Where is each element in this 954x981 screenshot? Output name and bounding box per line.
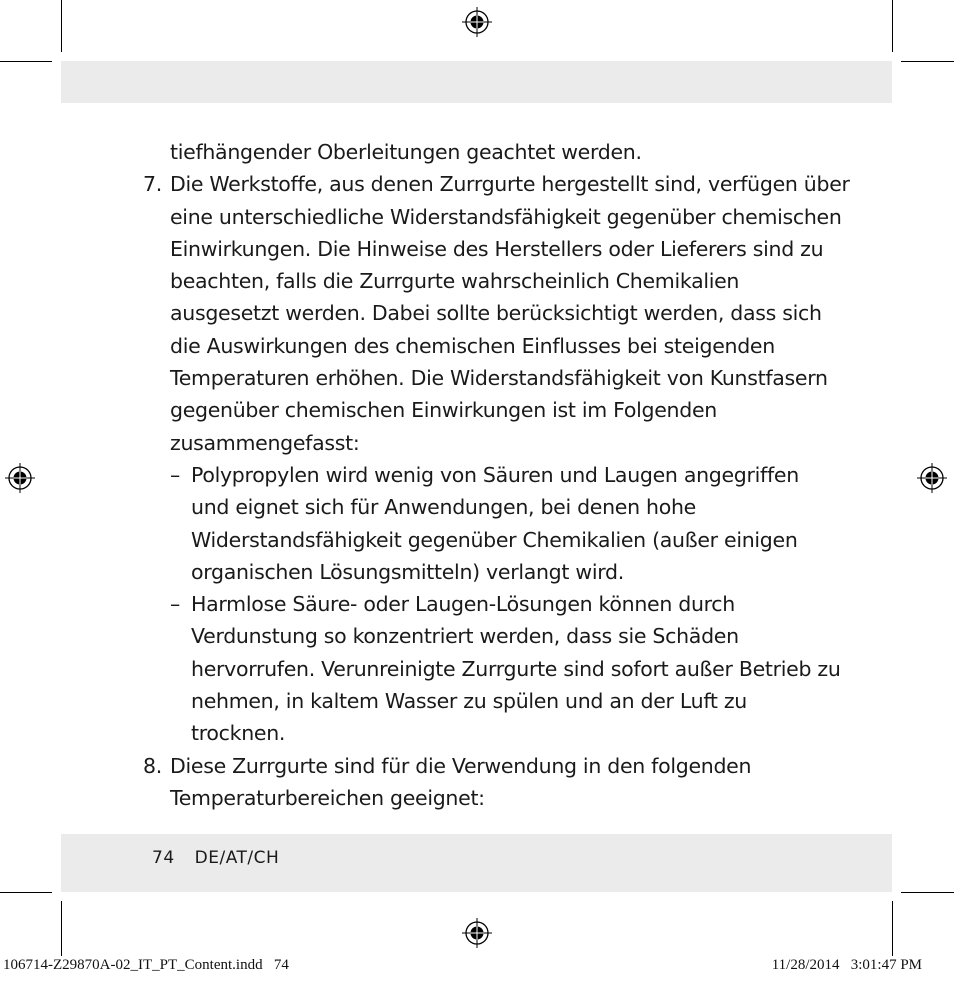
list-item-7-line: gegenüber chemischen Einwirkungen ist im Folgenden	[170, 398, 717, 423]
body-text	[143, 136, 850, 814]
list-item-7-line: beachten, falls die Zurrgurte wahrscheinlich Chemikalien	[170, 269, 740, 294]
crop-mark	[901, 892, 954, 893]
bullet-dash: –	[170, 462, 180, 487]
bullet-line: – Harmlose Säure- oder Laugen-Lösungen können durch	[143, 588, 823, 620]
crop-mark	[61, 0, 62, 52]
page-footer	[152, 848, 279, 868]
list-number: 8.	[143, 753, 162, 778]
list-item-8-line: Temperaturbereichen geeignet:	[170, 785, 485, 810]
list-item-7-line: eine unterschiedliche Widerstandsfähigkeit gegenüber chemischen	[170, 204, 842, 229]
list-item-7-line: Einwirkungen. Die Hinweise des Herstellers oder Lieferers sind zu	[170, 236, 824, 261]
list-item-7-line: 7. Die Werkstoffe, aus denen Zurrgurte hergestellt sind, verfügen über	[143, 168, 823, 200]
registration-mark-icon	[462, 918, 492, 948]
list-item-7-line: zusammengefasst:	[170, 430, 360, 455]
bullet-line: trocknen.	[191, 721, 286, 746]
registration-mark-icon	[5, 463, 35, 493]
continuation-line: tiefhängender Oberleitungen geachtet werden.	[170, 140, 642, 164]
bullet-line: organischen Lösungsmitteln) verlangt wird.	[191, 559, 624, 584]
crop-mark	[892, 901, 893, 956]
list-item-8-line: 8. Diese Zurrgurte sind für die Verwendung in den folgenden	[143, 750, 823, 782]
crop-mark	[61, 901, 62, 956]
registration-mark-icon	[917, 463, 947, 493]
bullet-line: – Polypropylen wird wenig von Säuren und Laugen angegriffen	[143, 459, 823, 491]
page-number: 74	[152, 848, 175, 868]
bullet-line: und eignet sich für Anwendungen, bei denen hohe	[191, 495, 696, 520]
slug-filename: 106714-Z29870A-02_IT_PT_Content.indd 74	[3, 957, 289, 973]
list-item-7-line: die Auswirkungen des chemischen Einflusses bei steigenden	[170, 333, 775, 358]
crop-mark	[0, 892, 52, 893]
slug-timestamp: 11/28/2014 3:01:47 PM	[771, 957, 922, 973]
bullet-line: Verdunstung so konzentriert werden, dass sie Schäden	[191, 624, 739, 649]
registration-mark-icon	[462, 7, 492, 37]
crop-mark	[0, 61, 52, 62]
list-item-7-line: Temperaturen erhöhen. Die Widerstandsfähigkeit von Kunstfasern	[170, 366, 828, 391]
list-number: 7.	[143, 172, 162, 197]
crop-mark	[892, 0, 893, 52]
bullet-dash: –	[170, 592, 180, 617]
locale-label: DE/AT/CH	[194, 848, 280, 868]
crop-mark	[901, 61, 954, 62]
bullet-line: hervorrufen. Verunreinigte Zurrgurte sind sofort außer Betrieb zu	[191, 656, 841, 681]
list-item-7-line: ausgesetzt werden. Dabei sollte berücksichtigt werden, dass sich	[170, 301, 822, 326]
header-band	[61, 61, 892, 103]
bullet-line: Widerstandsfähigkeit gegenüber Chemikalien (außer einigen	[191, 527, 798, 552]
bullet-line: nehmen, in kaltem Wasser zu spülen und an der Luft zu	[191, 689, 747, 714]
